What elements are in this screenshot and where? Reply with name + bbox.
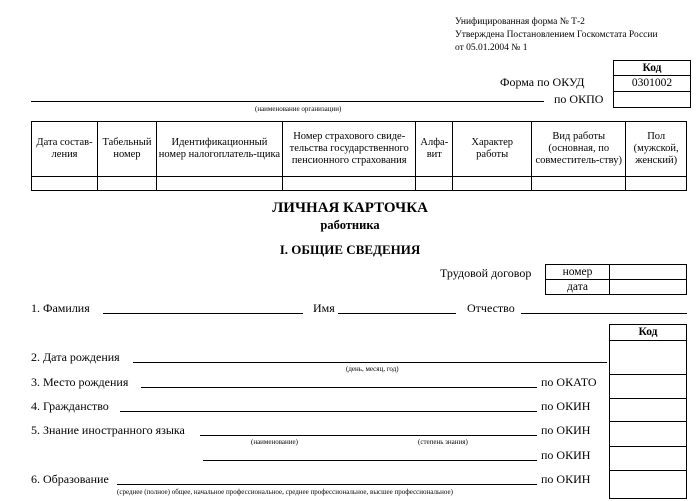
cell-work-character[interactable] (453, 177, 532, 191)
patronymic-field[interactable] (521, 313, 687, 314)
citizenship-field[interactable] (120, 411, 537, 412)
birth-date-caption: (день, месяц, год) (346, 365, 399, 373)
col-alphabet: Алфа-вит (416, 122, 453, 177)
first-name-label: Имя (313, 301, 335, 315)
form-header-line1: Унифицированная форма № Т-2 (455, 17, 585, 27)
first-name-field[interactable] (338, 313, 456, 314)
organization-caption: (наименование организации) (255, 105, 342, 113)
cell-inn[interactable] (156, 177, 282, 191)
okato-code-field[interactable] (609, 373, 687, 397)
col-insurance-number: Номер страхового свиде-тельства государственного пенсионного страхования (283, 122, 416, 177)
card-title: ЛИЧНАЯ КАРТОЧКА (272, 200, 428, 216)
contract-date-label: дата (545, 279, 610, 295)
okpo-label: по ОКПО (554, 92, 604, 106)
okin-label-1: по ОКИН (541, 399, 591, 413)
form-header-line3: от 05.01.2004 № 1 (455, 43, 528, 53)
col-personnel-number: Табельный номер (98, 122, 157, 177)
patronymic-label: Отчество (467, 301, 515, 315)
birth-date-field[interactable] (133, 362, 607, 363)
education-field[interactable] (117, 484, 537, 485)
education-code-field[interactable] (609, 469, 687, 499)
birth-place-label: 3. Место рождения (31, 375, 129, 389)
birth-place-field[interactable] (141, 387, 537, 388)
okin-label-4: по ОКИН (541, 472, 591, 486)
code-column-header: Код (609, 324, 687, 341)
citizenship-code-field[interactable] (609, 397, 687, 420)
education-label: 6. Образование (31, 472, 109, 486)
okpo-code-field[interactable] (613, 91, 691, 108)
cell-work-type[interactable] (532, 177, 626, 191)
language-second-field[interactable] (203, 460, 537, 461)
language-name-caption: (наименование) (251, 438, 298, 446)
cell-alphabet[interactable] (416, 177, 453, 191)
okato-label: по ОКАТО (541, 375, 597, 389)
surname-field[interactable] (103, 313, 303, 314)
contract-label: Трудовой договор (440, 266, 532, 280)
okud-code[interactable]: 0301002 (613, 75, 691, 92)
birth-date-label: 2. Дата рождения (31, 350, 120, 364)
col-gender: Пол (мужской, женский) (626, 122, 687, 177)
contract-number-field[interactable] (609, 264, 687, 280)
cell-personnel-number[interactable] (98, 177, 157, 191)
citizenship-label: 4. Гражданство (31, 399, 109, 413)
cell-gender[interactable] (626, 177, 687, 191)
cell-date[interactable] (32, 177, 98, 191)
col-date: Дата состав-ления (32, 122, 98, 177)
okin-label-2: по ОКИН (541, 423, 591, 437)
card-subtitle: работника (320, 218, 380, 232)
language-level-code-field[interactable] (609, 445, 687, 469)
okin-label-3: по ОКИН (541, 448, 591, 462)
col-work-type: Вид работы (основная, по совместитель-ству) (532, 122, 626, 177)
organization-name-field[interactable] (31, 101, 544, 102)
language-code-field[interactable] (609, 420, 687, 445)
col-work-character: Характер работы (453, 122, 532, 177)
contract-number-label: номер (545, 264, 610, 280)
contract-date-field[interactable] (609, 279, 687, 295)
surname-label: 1. Фамилия (31, 301, 90, 315)
cell-insurance-number[interactable] (283, 177, 416, 191)
form-header-line2: Утверждена Постановлением Госкомстата России (455, 30, 658, 40)
code-header: Код (613, 60, 691, 76)
language-label: 5. Знание иностранного языка (31, 423, 185, 437)
education-caption: (среднее (полное) общее, начальное профессиональное, среднее профессиональное, высшее профессиональное) (117, 488, 453, 496)
section-title: I. ОБЩИЕ СВЕДЕНИЯ (279, 242, 421, 257)
okud-label: Форма по ОКУД (500, 75, 585, 89)
header-table (31, 121, 687, 191)
col-inn: Идентификационный номер налогоплатель-щика (156, 122, 282, 177)
language-level-caption: (степень знания) (418, 438, 468, 446)
language-field[interactable] (200, 435, 537, 436)
